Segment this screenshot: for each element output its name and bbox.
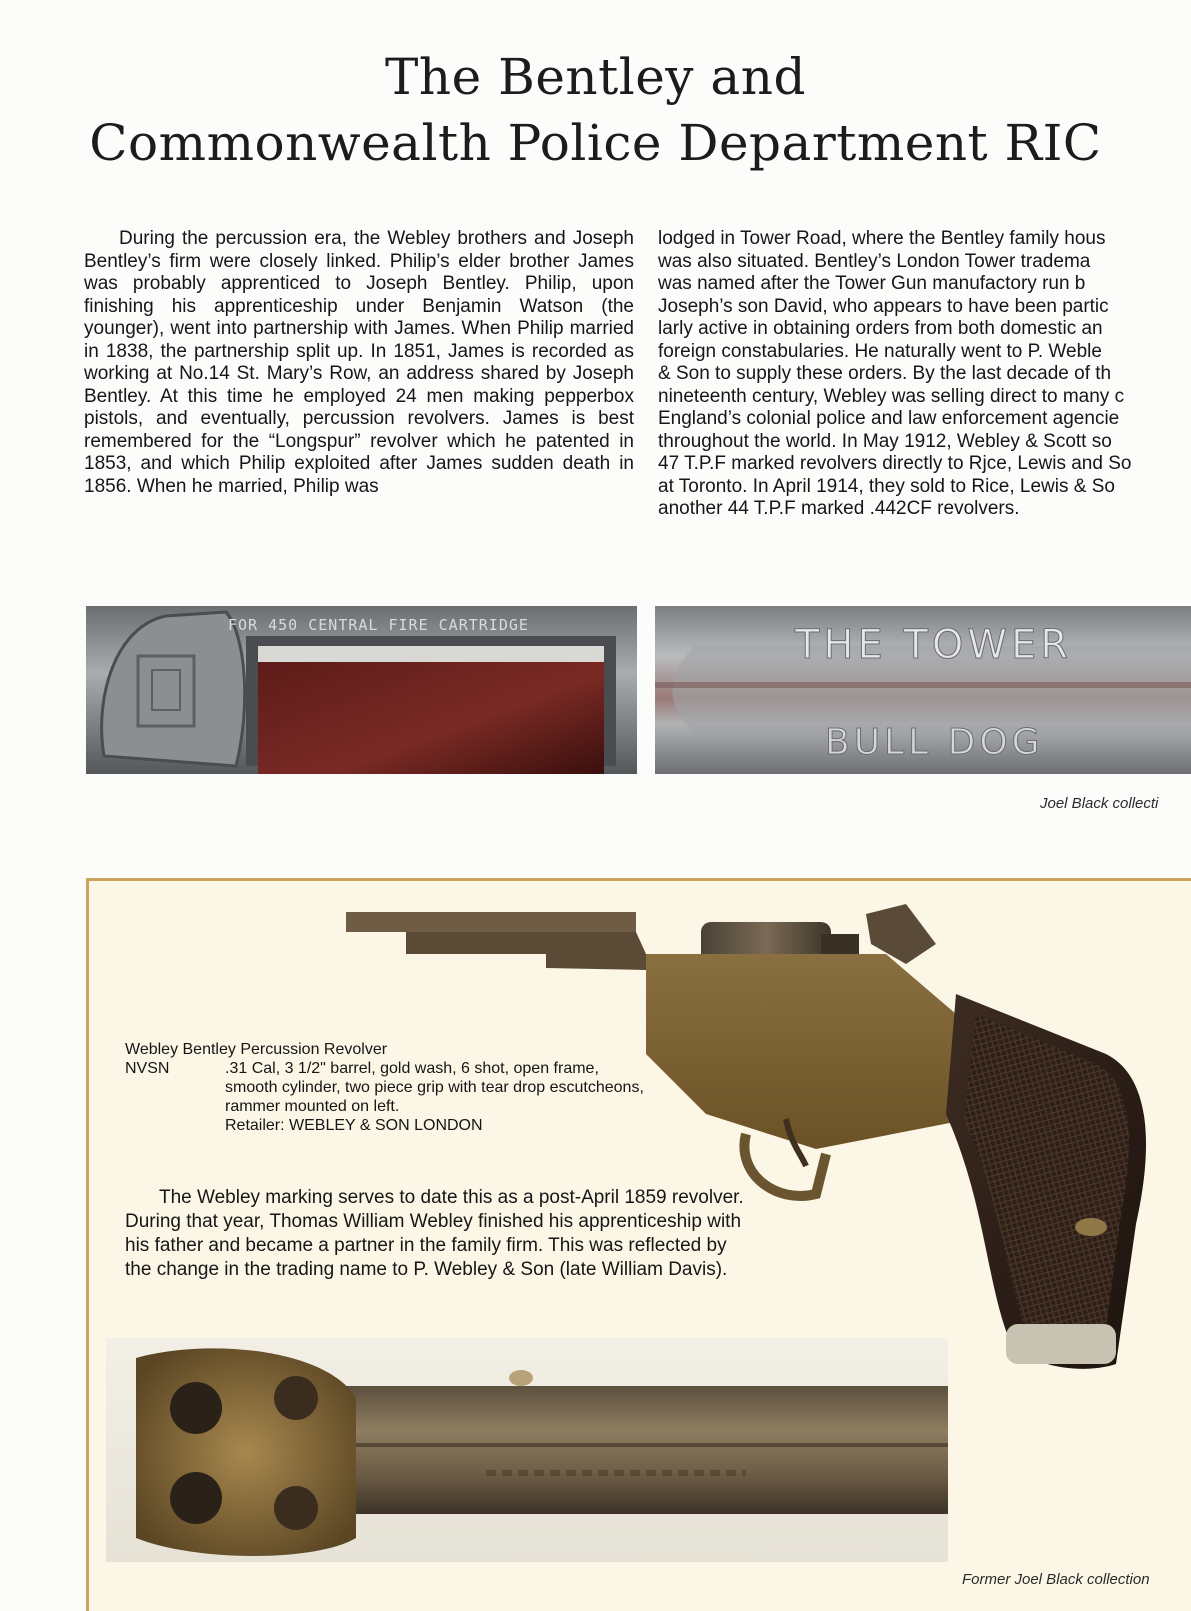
right-line: lodged in Tower Road, where the Bentley family hous (658, 228, 1106, 249)
title-line-1: The Bentley and (385, 48, 806, 106)
photo-trademark-engraving (86, 606, 637, 774)
right-line: 47 T.P.F marked revolvers directly to Rjce, Lewis and So (658, 453, 1132, 474)
right-line: was also situated. Bentley’s London Tower tradema (658, 250, 1091, 272)
engraving-text: FOR 450 CENTRAL FIRE CARTRIDGE (228, 616, 529, 634)
body-column-right (658, 228, 1191, 521)
right-line: England’s colonial police and law enforcement agencie (658, 408, 1120, 429)
page-title (0, 44, 1191, 176)
photo-barrel-closeup (106, 1338, 948, 1562)
photo-tower-bulldog (655, 606, 1191, 774)
right-line: larly active in obtaining orders from both domestic an (658, 318, 1103, 339)
body-column-left (84, 228, 634, 498)
left-column-text: During the percussion era, the Webley brothers and Joseph Bentley’s firm were closely linked. Philip’s elder brother James was probably apprenticed to Joseph Bentley. Philip, upon finishing his apprenticeship under Benjamin Watson (the younger), went into partnership with James. When Philip married in 1838, the partnership split up. In 1851, James is recorded as working at No.14 St. Mary’s Row, an address shared by Joseph Bentley. At this time he employed 24 men making pepperbox pistols, and eventually, percussion revolvers. James is best remembered for the “Longspur” revolver which he patented in 1853, and which Philip exploited after James sudden death in 1856. When he married, Philip was (84, 228, 634, 497)
box-paragraph-text: The Webley marking serves to date this as a post-April 1859 revolver. During that year, Thomas William Webley finished his apprenticeship with his father and became a partner in the family firm. This was reflected by the change in the trading name to P. Webley & Son (late William Davis). (125, 1187, 744, 1280)
revolver-caption (125, 1040, 645, 1135)
right-line: throughout the world. In May 1912, Webley & Scott so (658, 430, 1112, 452)
bulldog-text: BULL DOG (825, 722, 1044, 763)
title-line-2: Commonwealth Police Department RIC (89, 114, 1102, 172)
caption-details-row (125, 1059, 645, 1116)
right-line: & Son to supply these orders. By the last decade of th (658, 363, 1112, 384)
right-line: Joseph’s son David, who appears to have been partic (658, 295, 1109, 317)
caption-key: NVSN (125, 1060, 170, 1077)
right-line: another 44 T.P.F marked .442CF revolvers. (658, 498, 1020, 519)
caption-details: .31 Cal, 3 1/2" barrel, gold wash, 6 shot, open frame, smooth cylinder, two piece grip with tear drop escutcheons, rammer mounted on left. (225, 1060, 644, 1115)
box-paragraph (125, 1186, 755, 1282)
right-line: at Toronto. In April 1914, they sold to Rice, Lewis & So (658, 475, 1115, 497)
right-line: nineteenth century, Webley was selling direct to many c (658, 385, 1125, 407)
caption-retailer: Retailer: WEBLEY & SON LONDON (225, 1117, 483, 1134)
photo-credit-top: Joel Black collecti (1040, 795, 1159, 812)
right-line: foreign constabularies. He naturally went to P. Weble (658, 340, 1102, 362)
photo-credit-bottom: Former Joel Black collection (962, 1571, 1150, 1588)
right-line: was named after the Tower Gun manufactory run b (658, 273, 1086, 294)
caption-title: Webley Bentley Percussion Revolver (125, 1041, 388, 1058)
tower-text: THE TOWER (795, 622, 1073, 668)
revolver-photo (346, 904, 1191, 1374)
